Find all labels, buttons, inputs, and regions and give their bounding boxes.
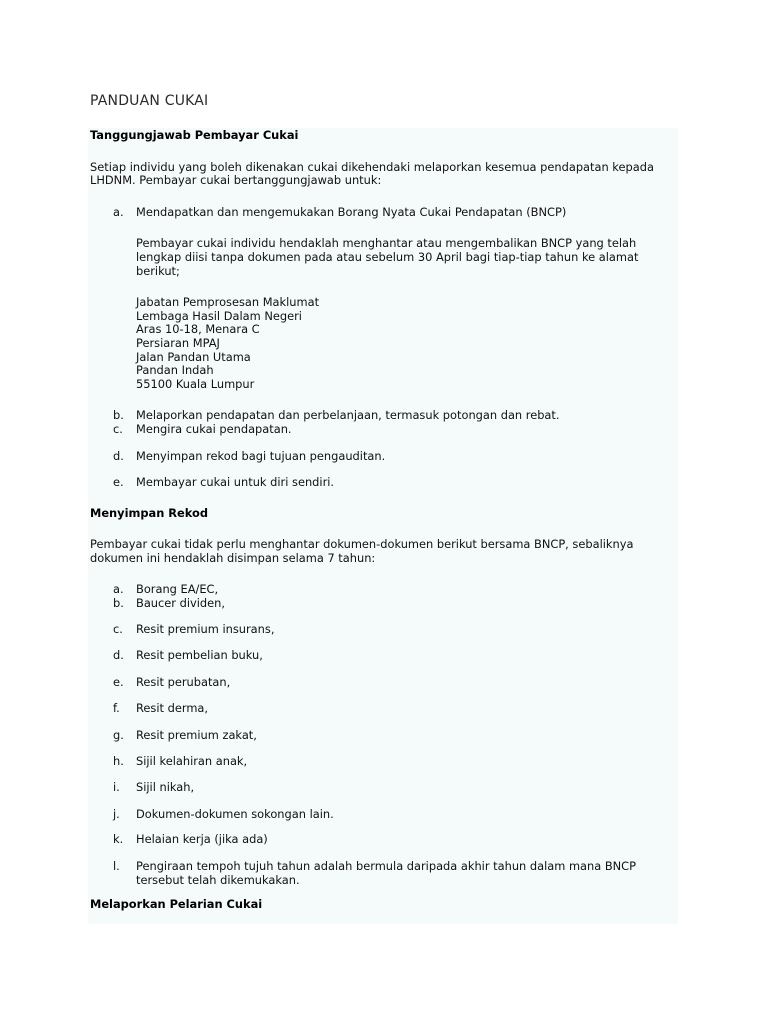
list-item-label: c. xyxy=(113,421,123,436)
list-item-text: Resit pembelian buku, xyxy=(136,648,263,663)
list-item-label: f. xyxy=(113,701,120,716)
section-heading-menyimpan-rekod: Menyimpan Rekod xyxy=(90,505,209,520)
list-item-text: Pengiraan tempoh tujuh tahun adalah bermula daripada akhir tahun dalam mana BNCP tersebut telah dikemukakan. xyxy=(136,859,637,887)
list-item xyxy=(90,781,670,795)
list-item-text: Melaporkan pendapatan dan perbelanjaan, termasuk potongan dan rebat. xyxy=(136,408,560,423)
address-block xyxy=(90,296,670,391)
list-item xyxy=(90,409,670,423)
list-item xyxy=(90,623,670,637)
list-item-label: i. xyxy=(113,780,120,795)
list-item-text: Baucer dividen, xyxy=(136,596,225,611)
list-item-text: Mengira cukai pendapatan. xyxy=(136,421,292,436)
list-item xyxy=(90,808,670,822)
address-line: Aras 10-18, Menara C xyxy=(136,322,260,337)
list-item xyxy=(90,583,670,597)
list-item xyxy=(90,702,670,716)
list-item xyxy=(90,597,670,611)
list-item-text: Borang EA/EC, xyxy=(136,582,219,597)
item-a-note: Pembayar cukai individu hendaklah menghantar atau mengembalikan BNCP yang telah lengkap diisi tanpa dokumen pada atau sebelum 30 April bagi tiap-tiap tahun ke alamat berikut; xyxy=(136,236,639,278)
list-item-label: c. xyxy=(113,621,123,636)
list-item-label: a. xyxy=(113,204,124,219)
list-item-text: Sijil kelahiran anak, xyxy=(136,753,248,768)
list-item-text: Sijil nikah, xyxy=(136,780,195,795)
list-item-label: l. xyxy=(113,859,120,873)
list-item-text: Helaian kerja (jika ada) xyxy=(136,832,268,847)
list-item xyxy=(90,755,670,769)
list-item-text: Mendapatkan dan mengemukakan Borang Nyata Cukai Pendapatan (BNCP) xyxy=(136,204,567,219)
address-line: Lembaga Hasil Dalam Negeri xyxy=(136,308,302,323)
list-item-text: Menyimpan rekod bagi tujuan pengauditan. xyxy=(136,448,386,463)
list-item-label: h. xyxy=(113,753,124,768)
list-item-text: Resit premium insurans, xyxy=(136,621,275,636)
list-item-label: b. xyxy=(113,596,124,611)
list-item-label: e. xyxy=(113,475,124,490)
document-title: PANDUAN CUKAI xyxy=(90,93,209,109)
section-heading-melaporkan-pelarian-cukai: Melaporkan Pelarian Cukai xyxy=(90,897,263,912)
address-line: Jabatan Pemprosesan Maklumat xyxy=(136,295,320,310)
list-item xyxy=(90,476,670,490)
list-item-label: g. xyxy=(113,728,124,743)
list-item xyxy=(90,423,670,437)
list-item xyxy=(90,860,670,887)
section1-intro: Setiap individu yang boleh dikenakan cukai dikehendaki melaporkan kesemua pendapatan kepada LHDNM. Pembayar cukai bertanggungjawab untuk: xyxy=(90,159,654,188)
list-item-label: d. xyxy=(113,648,124,663)
address-line: 55100 Kuala Lumpur xyxy=(136,376,255,391)
list-item-label: e. xyxy=(113,674,124,689)
list-item-label: k. xyxy=(113,832,124,847)
list-item-label: b. xyxy=(113,408,124,423)
list-item xyxy=(90,206,670,220)
address-line: Jalan Pandan Utama xyxy=(136,349,251,364)
list-item xyxy=(90,833,670,847)
list-item-text: Dokumen-dokumen sokongan lain. xyxy=(136,806,334,821)
document-body xyxy=(90,129,670,912)
address-line: Persiaran MPAJ xyxy=(136,335,220,350)
section2-intro: Pembayar cukai tidak perlu menghantar dokumen-dokumen berikut bersama BNCP, sebaliknya dokumen ini hendaklah disimpan selama 7 tahun: xyxy=(90,537,634,565)
list-item-text: Resit premium zakat, xyxy=(136,728,257,743)
list-item xyxy=(90,649,670,663)
list-item-text: Resit derma, xyxy=(136,701,209,716)
list-item-label: a. xyxy=(113,582,124,597)
section-heading-tanggungjawab: Tanggungjawab Pembayar Cukai xyxy=(90,128,299,142)
list-item-text: Resit perubatan, xyxy=(136,674,231,689)
list-item-label: j. xyxy=(113,806,120,821)
list-item xyxy=(90,676,670,690)
list-item xyxy=(90,729,670,743)
address-line: Pandan Indah xyxy=(136,363,214,378)
list-item-label: d. xyxy=(113,448,124,463)
list-item-text: Membayar cukai untuk diri sendiri. xyxy=(136,475,335,490)
list-item xyxy=(90,450,670,464)
